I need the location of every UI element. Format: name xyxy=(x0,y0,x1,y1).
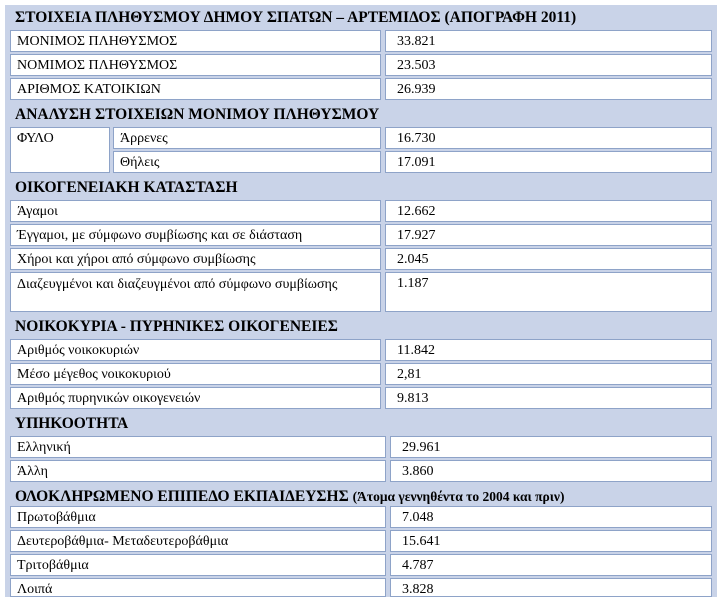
row-value: 3.860 xyxy=(402,464,434,479)
summary-label: ΝΟΜΙΜΟΣ ΠΛΗΘΥΣΜΟΣ xyxy=(17,58,178,73)
gender-row-value: 16.730 xyxy=(397,131,436,146)
row-value-cell xyxy=(385,248,712,270)
row-value-cell xyxy=(385,363,712,385)
summary-value: 23.503 xyxy=(397,58,436,73)
summary-label: ΑΡΙΘΜΟΣ ΚΑΤΟΙΚΙΩΝ xyxy=(17,82,161,97)
row-value: 15.641 xyxy=(402,534,441,549)
gender-label-cell xyxy=(10,127,110,173)
gender-row-label: Θήλεις xyxy=(120,155,160,170)
row-label-cell xyxy=(10,506,386,528)
row-label-cell xyxy=(10,460,386,482)
row-value: 2.045 xyxy=(397,252,429,267)
summary-label: ΜΟΝΙΜΟΣ ΠΛΗΘΥΣΜΟΣ xyxy=(17,34,178,49)
section-header: ΑΝΑΛΥΣΗ ΣΤΟΙΧΕΙΩΝ ΜΟΝΙΜΟΥ ΠΛΗΘΥΣΜΟΥ xyxy=(15,106,380,123)
section-header-row xyxy=(5,102,717,125)
row-value: 17.927 xyxy=(397,228,436,243)
section-header-note: (Άτομα γεννηθέντα το 2004 και πριν) xyxy=(352,489,565,504)
row-label: Πρωτοβάθμια xyxy=(17,510,96,525)
row-value-cell xyxy=(385,339,712,361)
row-label: Άγαμοι xyxy=(17,204,58,219)
population-table xyxy=(5,5,717,597)
gender-label: ΦΥΛΟ xyxy=(17,131,54,146)
table-title-row xyxy=(5,5,717,28)
row-label: Χήροι και χήροι από σύμφωνο συμβίωσης xyxy=(17,252,256,267)
row-label: Άλλη xyxy=(17,464,48,479)
gender-row-value-cell xyxy=(385,151,712,173)
row-label-cell xyxy=(10,387,381,409)
row-value: 2,81 xyxy=(397,367,422,382)
gender-row-label-cell xyxy=(113,127,381,149)
row-label: Αριθμός πυρηνικών οικογενειών xyxy=(17,391,201,406)
section-header-row xyxy=(5,484,717,507)
row-label-cell xyxy=(10,272,381,312)
section-header-row xyxy=(5,314,717,337)
gender-row-label-cell xyxy=(113,151,381,173)
row-value-cell xyxy=(385,200,712,222)
row-value: 12.662 xyxy=(397,204,436,219)
row-label-cell xyxy=(10,530,386,552)
section-header: ΟΙΚΟΓΕΝΕΙΑΚΗ ΚΑΤΑΣΤΑΣΗ xyxy=(15,179,238,196)
row-value-cell xyxy=(390,460,712,482)
section-header-row xyxy=(5,411,717,434)
row-label: Μέσο μέγεθος νοικοκυριού xyxy=(17,367,171,382)
row-value-cell xyxy=(390,578,712,597)
row-label: Λοιπά xyxy=(17,582,53,597)
row-label-cell xyxy=(10,554,386,576)
section-header: ΟΛΟΚΛΗΡΩΜΕΝΟ ΕΠΙΠΕΔΟ ΕΚΠΑΙΔΕΥΣΗΣ xyxy=(15,488,349,505)
table-title: ΣΤΟΙΧΕΙΑ ΠΛΗΘΥΣΜΟΥ ΔΗΜΟΥ ΣΠΑΤΩΝ – ΑΡΤΕΜΙΔΟΣ (ΑΠΟΓΡΑΦΗ 2011) xyxy=(15,9,577,26)
summary-value-cell xyxy=(385,54,712,76)
row-value: 4.787 xyxy=(402,558,434,573)
row-label: Ελληνική xyxy=(17,440,71,455)
summary-value-cell xyxy=(385,78,712,100)
row-value-cell xyxy=(390,436,712,458)
section-header: ΥΠΗΚΟΟΤΗΤΑ xyxy=(15,415,129,432)
row-label-cell xyxy=(10,578,386,597)
row-label-cell xyxy=(10,248,381,270)
row-label-cell xyxy=(10,363,381,385)
row-label-cell xyxy=(10,436,386,458)
row-label-cell xyxy=(10,200,381,222)
row-label: Αριθμός νοικοκυριών xyxy=(17,343,140,358)
row-value: 1.187 xyxy=(397,276,429,291)
row-label: Διαζευγμένοι και διαζευγμένοι από σύμφωνο συμβίωσης xyxy=(17,277,338,292)
gender-row-value-cell xyxy=(385,127,712,149)
row-label: Δευτεροβάθμια- Μεταδευτεροβάθμια xyxy=(17,534,229,549)
row-value-cell xyxy=(385,387,712,409)
summary-value-cell xyxy=(385,30,712,52)
row-value-cell xyxy=(390,530,712,552)
row-value: 7.048 xyxy=(402,510,434,525)
row-value-cell xyxy=(385,224,712,246)
row-label: Τριτοβάθμια xyxy=(17,558,89,573)
row-value-cell xyxy=(390,554,712,576)
summary-label-cell xyxy=(10,30,381,52)
gender-row-label: Άρρενες xyxy=(120,131,168,146)
summary-label-cell xyxy=(10,78,381,100)
row-label-cell xyxy=(10,339,381,361)
section-header: ΝΟΙΚΟΚΥΡΙΑ - ΠΥΡΗΝΙΚΕΣ ΟΙΚΟΓΕΝΕΙΕΣ xyxy=(15,318,338,335)
row-value: 3.828 xyxy=(402,582,434,597)
row-value: 29.961 xyxy=(402,440,441,455)
summary-value: 26.939 xyxy=(397,82,436,97)
section-header-row xyxy=(5,175,717,198)
gender-row-value: 17.091 xyxy=(397,155,436,170)
row-value-cell xyxy=(385,272,712,312)
row-value-cell xyxy=(390,506,712,528)
row-value: 9.813 xyxy=(397,391,429,406)
row-label-cell xyxy=(10,224,381,246)
row-value: 11.842 xyxy=(397,343,435,358)
row-label: Έγγαμοι, με σύμφωνο συμβίωσης και σε διάσταση xyxy=(17,228,303,243)
summary-value: 33.821 xyxy=(397,34,436,49)
summary-label-cell xyxy=(10,54,381,76)
